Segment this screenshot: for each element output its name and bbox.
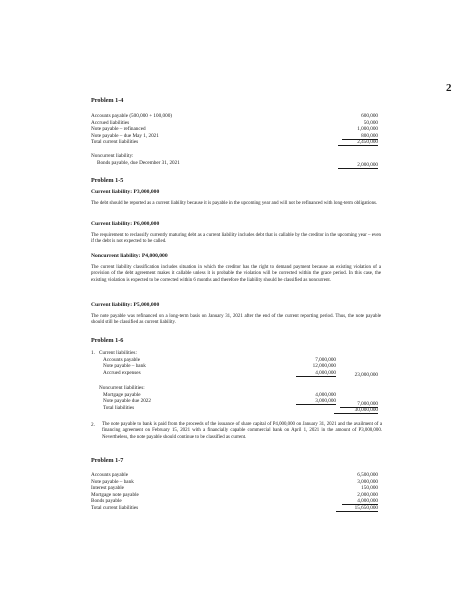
p14-row-amount: 600,000 — [361, 113, 378, 119]
p16-row-label: Mortgage payable — [103, 391, 141, 398]
p14-row-amount: 50,000 — [363, 119, 378, 126]
p14-row-label: Note payable – due May 1, 2021 — [91, 132, 159, 139]
p14-total-amount: 2,450,000 — [338, 139, 378, 146]
problem-1-6-title: Problem 1-6 — [91, 337, 124, 344]
p16-noncurrent-total: 7,000,000 — [340, 401, 378, 408]
p16-row-label: Accounts payable — [103, 356, 141, 363]
p16-item-number: 2. — [91, 422, 95, 428]
p15-heading: Noncurrent liability: P4,000,000 — [91, 253, 168, 259]
p17-row-label: Accounts payable — [91, 472, 129, 478]
p14-row-amount: 1,000,000 — [357, 126, 378, 132]
p16-row-amount: 3,000,000 — [296, 398, 336, 405]
p17-total-label: Total current liabilities — [91, 504, 139, 511]
p16-paragraph: The note payable to bank is paid from the proceeds of the issuance of share capital of P4,000,000 on January 31, 2021 and the availment of a financing agreement on February 15, 2021 with a financially capable commercial bank on April 1, 2021 in the amount of P3,000,000. Nevertheless, the note payable should continue to be classified as current. — [102, 422, 382, 440]
p17-row-amount: 150,000 — [361, 485, 378, 491]
p14-row-label: Accounts payable (500,000 + 100,000) — [91, 113, 173, 119]
p14-row-label: Note payable – refinanced — [91, 126, 146, 132]
p14-row-amount: 800,000 — [342, 133, 378, 140]
p14-total-label: Total current liabilities — [91, 139, 139, 145]
p16-total-amount: 30,000,000 — [334, 407, 378, 414]
p16-row-label: Note payable due 2022 — [103, 398, 151, 404]
p16-row-label: Note payable – bank — [103, 363, 146, 369]
p17-row-amount: 6,500,000 — [357, 472, 378, 478]
p14-noncurrent-amount: 2,000,000 — [338, 162, 378, 169]
p17-row-label: Mortgage note payable — [91, 491, 139, 498]
p16-row-label: Accrued expenses — [103, 369, 141, 376]
problem-1-4-title: Problem 1-4 — [91, 97, 124, 104]
p16-total-label: Total liabilities — [103, 404, 135, 411]
p15-paragraph: The requirement to reclassify currently maturing debt as a current liability includes debt that is callable by the creditor in the upcoming year – even if the debt is not expected to be called. — [91, 233, 381, 245]
problem-1-5-title: Problem 1-5 — [91, 177, 124, 184]
p15-paragraph: The note payable was refinanced on a long-term basis on January 31, 2021 after the end of the current reporting period. Thus, the note payable should still be classified as current liability. — [91, 314, 381, 326]
p17-row-amount: 3,000,000 — [357, 478, 378, 485]
p16-current-label: Current liabilities: — [99, 350, 137, 356]
problem-1-7-title: Problem 1-7 — [91, 457, 124, 464]
p17-row-label: Note payable – bank — [91, 478, 134, 485]
p16-row-amount: 12,000,000 — [312, 363, 336, 369]
p16-noncurrent-label: Noncurrent liabilities: — [99, 385, 145, 391]
p16-current-total: 23,000,000 — [354, 372, 378, 378]
p14-noncurrent-label: Noncurrent liability: — [91, 153, 134, 159]
p16-row-amount: 7,000,000 — [315, 356, 336, 363]
p15-heading: Current liability: P3,000,000 — [91, 189, 160, 195]
p14-row-label: Accrued liabilities — [91, 119, 130, 126]
p15-heading: Current liability: P5,000,000 — [91, 302, 160, 308]
p15-paragraph: The current liability classification includes situation in which the creditor has the right to demand payment because an existing violation of a provision of the debt agreement makes it callable unless it is probable the violation will be corrected within the grace period. In this case, the existing violation is expected to be corrected within 6 months and therefore the liability should be classified as noncurrent. — [91, 265, 381, 283]
p17-row-amount: 4,000,000 — [342, 498, 378, 505]
p17-row-amount: 2,000,000 — [357, 491, 378, 498]
p14-noncurrent-item: Bonds payable, due December 31, 2021 — [97, 159, 180, 166]
p16-row-amount: 4,000,000 — [296, 370, 336, 377]
p15-heading: Current liability: P6,000,000 — [91, 221, 160, 227]
p16-row-amount: 4,000,000 — [315, 391, 336, 398]
p15-paragraph: The debt should be reported as a current liability because it is payable in the upcoming year and will not be refinanced with long-term obligations. — [91, 201, 378, 206]
p17-total-amount: 15,650,000 — [336, 505, 378, 512]
p17-row-label: Interest payable — [91, 485, 124, 491]
page-number: 2 — [446, 82, 452, 94]
p16-item-number: 1. — [91, 350, 95, 356]
p17-row-label: Bonds payable — [91, 498, 122, 504]
